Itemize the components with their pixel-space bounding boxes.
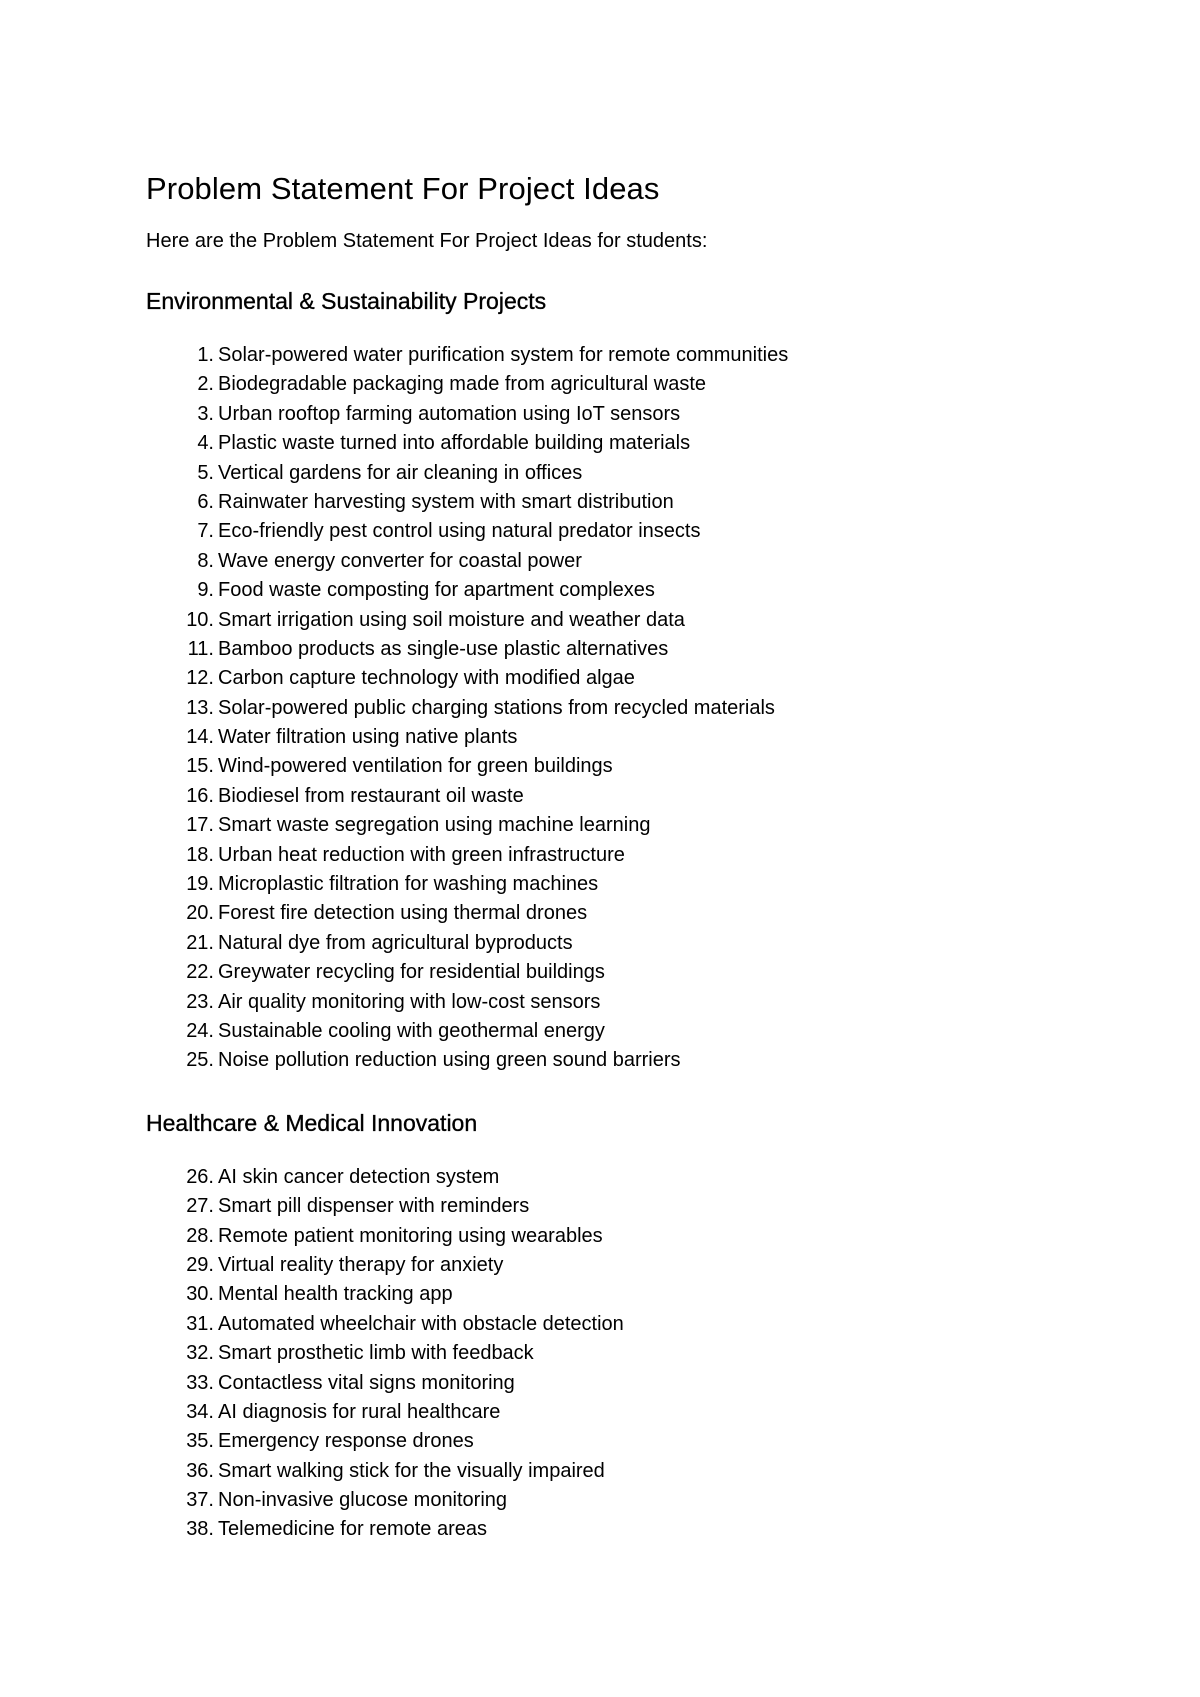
list-item-text: Eco-friendly pest control using natural predator insects [218, 520, 701, 543]
list-item [146, 664, 1126, 693]
list-item-text: Remote patient monitoring using wearables [218, 1224, 603, 1247]
list-item [146, 870, 1126, 899]
list-item-text: Smart walking stick for the visually impaired [218, 1459, 605, 1482]
list-item [146, 694, 1126, 723]
list-item-number: 38. [186, 1518, 214, 1541]
list-item [146, 1251, 1126, 1280]
list-item-number: 11. [187, 637, 214, 660]
list-item-number: 5. [197, 461, 214, 484]
list-item-number: 14. [186, 726, 214, 749]
list-item [146, 1457, 1126, 1486]
list-item-text: Wind-powered ventilation for green buildings [218, 755, 613, 778]
list-item-number: 30. [186, 1283, 214, 1306]
list-item [146, 1427, 1126, 1456]
list-item [146, 899, 1126, 928]
idea-list [146, 341, 1126, 1076]
list-item-text: Noise pollution reduction using green sound barriers [218, 1049, 681, 1072]
list-item-text: Smart prosthetic limb with feedback [218, 1342, 534, 1365]
list-item [146, 1486, 1126, 1515]
list-item-number: 26. [186, 1165, 214, 1188]
list-item-number: 6. [197, 490, 214, 513]
list-item-number: 31. [186, 1312, 214, 1335]
list-item [146, 1192, 1126, 1221]
list-item-number: 18. [186, 843, 214, 866]
list-item-text: Air quality monitoring with low-cost sensors [218, 990, 601, 1013]
list-item-text: Automated wheelchair with obstacle detection [218, 1312, 624, 1335]
list-item-number: 3. [197, 402, 214, 425]
section-heading: Healthcare & Medical Innovation [146, 1109, 478, 1136]
list-item [146, 1339, 1126, 1368]
list-item [146, 429, 1126, 458]
list-item-text: Emergency response drones [218, 1430, 474, 1453]
list-item [146, 1280, 1126, 1309]
list-item-text: Rainwater harvesting system with smart distribution [218, 490, 674, 513]
list-item-text: Smart irrigation using soil moisture and weather data [218, 608, 685, 631]
list-item-text: Carbon capture technology with modified algae [218, 667, 635, 690]
list-item [146, 811, 1126, 840]
list-item-text: Solar-powered public charging stations from recycled materials [218, 696, 775, 719]
section-heading: Environmental & Sustainability Projects [146, 288, 547, 314]
list-item [146, 1515, 1126, 1544]
sections-container [146, 286, 1126, 1545]
list-item-number: 27. [186, 1195, 214, 1218]
list-item-text: Water filtration using native plants [218, 726, 518, 749]
list-item-text: AI skin cancer detection system [218, 1165, 500, 1188]
list-item-number: 20. [186, 902, 214, 925]
list-item-number: 37. [186, 1489, 214, 1512]
list-item-number: 19. [186, 873, 214, 896]
list-item [146, 1046, 1126, 1075]
list-item-number: 32. [186, 1342, 214, 1365]
list-item-text: Telemedicine for remote areas [218, 1518, 488, 1541]
list-item [146, 723, 1126, 752]
list-item [146, 576, 1126, 605]
list-item-text: Solar-powered water purification system for remote communities [218, 344, 789, 366]
list-item-number: 28. [186, 1224, 214, 1247]
list-item-text: Smart pill dispenser with reminders [218, 1195, 530, 1218]
list-item [146, 459, 1126, 488]
list-item-number: 22. [186, 961, 214, 984]
list-item [146, 958, 1126, 987]
list-item-text: Virtual reality therapy for anxiety [218, 1253, 504, 1276]
list-item-number: 17. [186, 814, 214, 837]
list-item [146, 400, 1126, 429]
list-item [146, 1163, 1126, 1192]
list-item [146, 488, 1126, 517]
list-item-number: 10. [186, 608, 214, 631]
list-item-text: Urban rooftop farming automation using IoT sensors [218, 402, 681, 425]
list-item-number: 2. [197, 373, 214, 396]
list-item-text: Forest fire detection using thermal drones [218, 902, 588, 925]
list-item-number: 21. [186, 931, 214, 954]
list-item-number: 23. [186, 990, 214, 1013]
list-item-number: 25. [186, 1049, 214, 1072]
idea-list [146, 1163, 1126, 1545]
list-item [146, 547, 1126, 576]
list-item-text: Vertical gardens for air cleaning in offices [218, 461, 583, 484]
list-item [146, 752, 1126, 781]
list-item-number: 7. [197, 520, 214, 543]
list-item-text: Urban heat reduction with green infrastructure [218, 843, 625, 866]
list-item-text: Biodegradable packaging made from agricultural waste [218, 373, 707, 396]
list-item-number: 13. [186, 696, 214, 719]
list-item [146, 988, 1126, 1017]
section-0 [146, 286, 1126, 1076]
list-item-number: 1. [197, 344, 214, 366]
list-item-text: Microplastic filtration for washing machines [218, 873, 599, 896]
list-item-text: Natural dye from agricultural byproducts [218, 931, 573, 954]
list-item-number: 35. [186, 1430, 214, 1453]
page-title: Problem Statement For Project Ideas [146, 171, 660, 206]
list-item [146, 1222, 1126, 1251]
list-item [146, 341, 1126, 370]
list-item [146, 782, 1126, 811]
list-item-number: 8. [197, 549, 214, 572]
list-item-text: Mental health tracking app [218, 1283, 453, 1306]
list-item-number: 15. [186, 755, 214, 778]
list-item [146, 1398, 1126, 1427]
list-item [146, 370, 1126, 399]
list-item [146, 1310, 1126, 1339]
list-item-text: Smart waste segregation using machine learning [218, 814, 651, 837]
list-item [146, 929, 1126, 958]
list-item-number: 29. [186, 1253, 214, 1276]
list-item-number: 9. [197, 579, 214, 602]
list-item-number: 4. [197, 432, 214, 455]
list-item-text: Biodiesel from restaurant oil waste [218, 784, 524, 807]
list-item [146, 606, 1126, 635]
list-item-text: Food waste composting for apartment complexes [218, 579, 655, 602]
list-item [146, 1017, 1126, 1046]
section-1 [146, 1108, 1126, 1545]
list-item-number: 36. [186, 1459, 214, 1482]
list-item-text: Bamboo products as single-use plastic alternatives [218, 637, 669, 660]
list-item-text: Plastic waste turned into affordable building materials [218, 432, 691, 455]
list-item-number: 34. [186, 1400, 214, 1423]
list-item [146, 841, 1126, 870]
list-item-text: Contactless vital signs monitoring [218, 1371, 515, 1394]
list-item-text: Non-invasive glucose monitoring [218, 1489, 508, 1512]
list-item-text: Wave energy converter for coastal power [218, 549, 582, 572]
document-page [146, 168, 1126, 1545]
list-item-text: Sustainable cooling with geothermal energy [218, 1019, 605, 1042]
list-item-number: 33. [186, 1371, 214, 1394]
list-item-text: AI diagnosis for rural healthcare [218, 1400, 501, 1423]
list-item [146, 517, 1126, 546]
list-item [146, 1369, 1126, 1398]
list-item-number: 12. [186, 667, 214, 690]
intro-paragraph: Here are the Problem Statement For Project Ideas for students: [146, 230, 708, 252]
list-item [146, 635, 1126, 664]
list-item-number: 16. [186, 784, 214, 807]
list-item-number: 24. [186, 1019, 214, 1042]
list-item-text: Greywater recycling for residential buildings [218, 961, 605, 984]
